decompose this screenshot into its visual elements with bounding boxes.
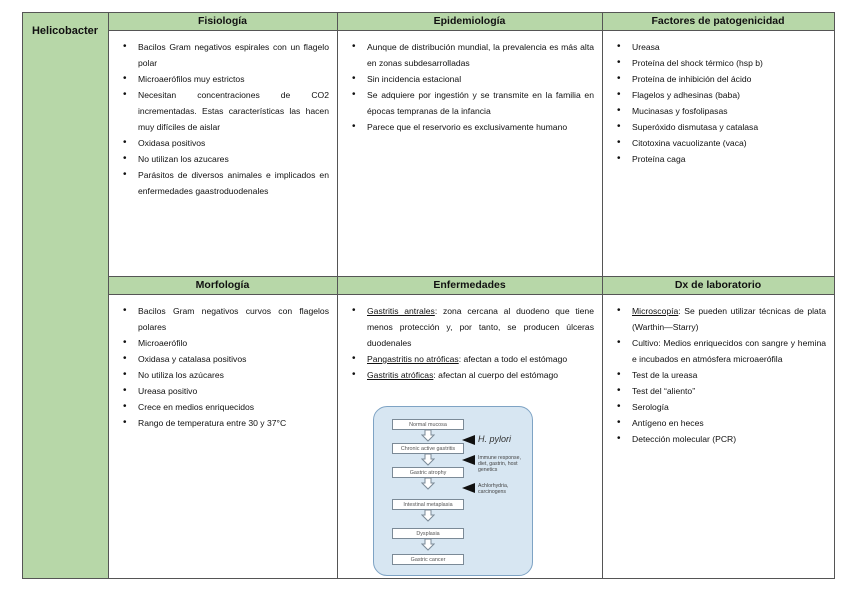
diagram-step: Dysplasia <box>392 528 464 539</box>
cell-fisiologia <box>108 31 337 199</box>
diagram-step: Normal mucosa <box>392 419 464 430</box>
diagram-step: Gastric atrophy <box>392 467 464 478</box>
arrow-down-icon <box>421 430 435 442</box>
list-item: • Microscopía: Se pueden utilizar técnicas de plata (Warthin—Starry) <box>632 303 826 335</box>
list-item: • Test del “aliento” <box>632 383 826 399</box>
diagram-step: Chronic active gastritis <box>392 443 464 454</box>
list-item: • Mucinasas y fosfolipasas <box>632 103 826 119</box>
list-item: • Superóxido dismutasa y catalasa <box>632 119 826 135</box>
list-item: • Ureasa <box>632 39 826 55</box>
diagram-step: Intestinal metaplasia <box>392 499 464 510</box>
list-item: • Gastritis atróficas: afectan al cuerpo del estómago <box>367 367 594 383</box>
list-item: • Se adquiere por ingestión y se transmite en la familia en épocas tempranas de la infancia <box>367 87 594 119</box>
list-item: • No utiliza los azúcares <box>138 367 329 383</box>
list-item: • Oxidasa positivos <box>138 135 329 151</box>
list-item: • Necesitan concentraciones de CO2 incrementadas. Estas características las hacen muy difíciles de aislar <box>138 87 329 135</box>
list-item: • Flagelos y adhesinas (baba) <box>632 87 826 103</box>
list-item: • Bacilos Gram negativos espirales con un flagelo polar <box>138 39 329 71</box>
cell-morfologia <box>108 295 337 431</box>
header-enfermedades: Enfermedades <box>433 279 506 291</box>
term: Microscopía <box>632 306 679 316</box>
list-item: • Aunque de distribución mundial, la prevalencia es más alta en zonas subdesarrolladas <box>367 39 594 71</box>
cell-dx <box>602 295 834 447</box>
list-item: • Bacilos Gram negativos curvos con flagelos polares <box>138 303 329 335</box>
term: Gastritis antrales <box>367 306 435 316</box>
row-label-cell <box>22 12 108 578</box>
term: Gastritis atróficas <box>367 370 434 380</box>
list-item: • No utilizan los azucares <box>138 151 329 167</box>
diagram-note: Immune response, diet, gastrin, host genetics <box>478 455 521 473</box>
cell-enfermedades <box>337 295 602 383</box>
arrow-down-icon <box>421 454 435 466</box>
list-item: • Parece que el reservorio es exclusivamente humano <box>367 119 594 135</box>
header-fisiologia: Fisiología <box>197 15 247 27</box>
cell-epidemiologia <box>337 31 602 135</box>
list-item: • Ureasa positivo <box>138 383 329 399</box>
arrow-down-icon <box>421 539 435 551</box>
list-item: • Parásitos de diversos animales e implicados en enfermedades gaastroduodenales <box>138 167 329 199</box>
list-item: • Microaerófilos muy estrictos <box>138 71 329 87</box>
h-pylori-label: H. pylori <box>478 434 512 444</box>
list-item: • Proteína de inhibición del ácido <box>632 71 826 87</box>
list-item: • Crece en medios enriquecidos <box>138 399 329 415</box>
header-factores: Factores de patogenicidad <box>651 15 785 27</box>
list-item: • Antígeno en heces <box>632 415 826 431</box>
arrow-down-icon <box>421 478 435 490</box>
list-item: • Rango de temperatura entre 30 y 37°C <box>138 415 329 431</box>
header-morfologia: Morfología <box>195 279 250 291</box>
list-item: • Test de la ureasa <box>632 367 826 383</box>
list-item: • Citotoxina vacuolizante (vaca) <box>632 135 826 151</box>
pointer-triangle-icon <box>462 435 475 445</box>
list-item: • Proteína caga <box>632 151 826 167</box>
list-item: • Cultivo: Medios enriquecidos con sangre y hemina e incubados en atmósfera microaerófila <box>632 335 826 367</box>
list-item: • Gastritis antrales: zona cercana al duodeno que tiene menos protección y, por tanto, se producen úlceras duodenales <box>367 303 594 351</box>
header-epidemiologia: Epidemiología <box>433 15 506 27</box>
gastric-cancer-progression-diagram <box>373 406 533 576</box>
pointer-triangle-icon <box>462 455 475 465</box>
term: Pangastritis no atróficas <box>367 354 459 364</box>
list-item: • Serología <box>632 399 826 415</box>
list-item: • Proteína del shock térmico (hsp b) <box>632 55 826 71</box>
cell-factores <box>602 31 834 167</box>
list-item: • Pangastritis no atróficas: afectan a todo el estómago <box>367 351 594 367</box>
list-item: • Oxidasa y catalasa positivos <box>138 351 329 367</box>
diagram-note: Achlorhydria, carcinogens <box>478 483 509 495</box>
list-item: • Sin incidencia estacional <box>367 71 594 87</box>
list-item: • Detección molecular (PCR) <box>632 431 826 447</box>
row-label: Helicobacter <box>31 25 99 37</box>
header-dx: Dx de laboratorio <box>674 279 762 291</box>
arrow-down-icon <box>421 510 435 522</box>
list-item: • Microaerófilo <box>138 335 329 351</box>
pointer-triangle-icon <box>462 483 475 493</box>
diagram-step: Gastric cancer <box>392 554 464 565</box>
